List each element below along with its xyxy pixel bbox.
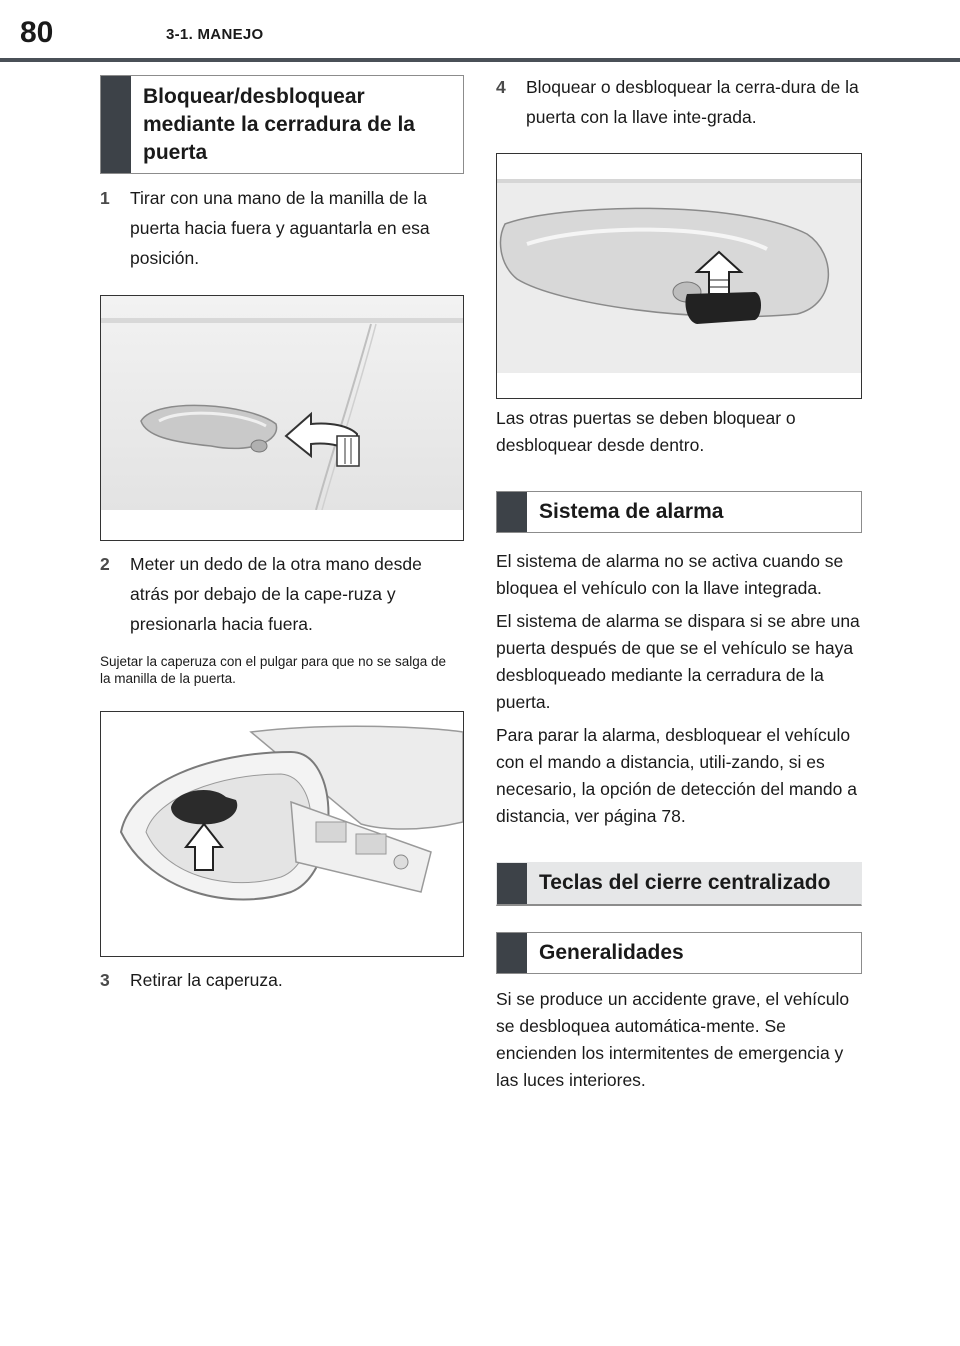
general-paragraph: Si se produce un accidente grave, el vehículo se desbloquea automática-mente. Se encienden los intermitentes de emergencia y las luces interiores. [496,989,850,1090]
left-column [100,75,464,995]
section-heading-alarm [496,491,862,533]
section-heading-bar [101,76,131,173]
note-text: Sujetar la caperuza con el pulgar para que no se salga de la manilla de la puerta. [100,654,446,686]
alarm-paragraph-3: Para parar la alarma, desbloquear el vehículo con el mando a distancia, utili-zando, si es necesario, la opción de detección del mando a distancia, ver página 78. [496,725,857,826]
alarm-paragraph-2: El sistema de alarma se dispara si se abre una puerta después de que se el vehículo se haya desbloqueado mediante la cerradura de la puerta. [496,611,860,712]
page-number: 80 [20,16,54,49]
section-heading-bar [497,492,527,532]
step-number: 4 [496,77,506,97]
doors-note: Las otras puertas se deben bloquear o desbloquear desde dentro. [496,408,796,455]
step-1 [100,183,464,273]
section-heading-title: Teclas del cierre centralizado [539,871,831,894]
section-heading-bar [497,863,527,904]
section-heading-title: Generalidades [539,941,684,964]
alarm-paragraph-1: El sistema de alarma no se activa cuando se bloquea el vehículo con la llave integrada. [496,551,844,598]
right-column [496,75,862,1094]
door-handle-pull-illustration [101,296,463,540]
step-2 [100,549,464,639]
key-in-lock-illustration [497,154,861,398]
section-heading-general [496,932,862,974]
section-heading-central-locking [496,862,862,906]
figure-key-in-lock [496,153,862,399]
step-number: 3 [100,970,110,990]
section-heading-bar [497,933,527,973]
step-4 [496,72,862,132]
running-header: 3-1. MANEJO [166,26,264,43]
figure-door-handle-pull [100,295,464,541]
step-text: Bloquear o desbloquear la cerra-dura de la puerta con la llave inte-grada. [526,77,859,127]
step-text: Meter un dedo de la otra mano desde atrás por debajo de la cape-ruza y presionarla hacia fuera. [130,554,422,634]
section-heading-lock-unlock [100,75,464,174]
step-3 [100,965,464,995]
header-rule [0,58,960,62]
section-heading-title: Sistema de alarma [539,500,724,523]
cap-removal-illustration [101,712,463,956]
step-text: Retirar la caperuza. [130,970,283,990]
step-number: 2 [100,554,110,574]
step-number: 1 [100,188,110,208]
figure-cap-removal [100,711,464,957]
section-heading-title: Bloquear/desbloquear mediante la cerradura de la puerta [143,85,415,164]
step-text: Tirar con una mano de la manilla de la puerta hacia fuera y aguantarla en esa posición. [130,188,430,268]
